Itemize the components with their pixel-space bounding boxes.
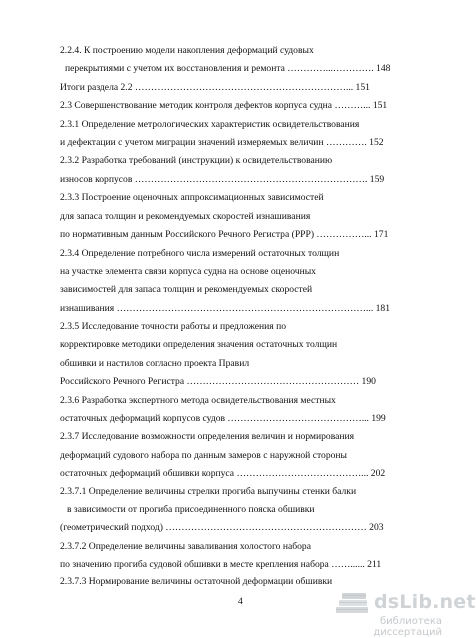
book-stack-icon xyxy=(334,591,372,615)
toc-line: Итоги раздела 2.2 …………………………………………………………... 151 xyxy=(60,82,370,93)
toc-line: 2.3.7.1 Определение величины стрелки прогиба выпучины стенки балки xyxy=(60,486,357,497)
toc-line: 2.3.2 Разработка требований (инструкции) к освидетельствованию xyxy=(60,155,333,166)
toc-line: Российского Речного Регистра ……………………………………………… 190 xyxy=(60,376,376,387)
toc-line: 2.3.7 Исследование возможности определения величин и нормирования xyxy=(60,431,355,442)
toc-line: на участке элемента связи корпуса судна на основе оценочных xyxy=(60,266,316,277)
toc-line: остаточных деформаций обшивки корпуса …………………………………... 202 xyxy=(60,468,386,479)
watermark-logo-text: dsLib.net xyxy=(374,591,476,613)
toc-line: 2.2.4. К построению модели накопления деформаций судовых xyxy=(60,45,314,56)
toc-line: и дефектации с учетом миграции значений измеряемых величин …………. 152 xyxy=(60,137,384,148)
watermark xyxy=(334,591,476,638)
toc-line: изнашивания ……………………………………………………………………... 181 xyxy=(60,303,391,314)
toc-line: (геометрический подход) ……………………………………………………… 203 xyxy=(60,522,384,533)
toc-line: по нормативным данным Российского Речного Регистра (РРР) ……………... 171 xyxy=(60,229,389,240)
watermark-subtitle: библиотека диссертаций xyxy=(373,616,442,638)
page-number: 4 xyxy=(238,597,243,607)
toc-line: 2.3.6 Разработка экспертного метода освидетельствования местных xyxy=(60,395,336,406)
toc-line: зависимостей для запаса толщин и рекомендуемых скоростей xyxy=(60,284,313,295)
toc-line: перекрытиями с учетом их восстановления и ремонта …………...…………. 148 xyxy=(65,63,391,74)
toc-line: деформаций судового набора по данным замеров с наружной стороны xyxy=(60,450,347,461)
toc-line: 2.3.7.3 Нормирование величины остаточной деформации обшивки xyxy=(60,576,333,587)
watermark-logo xyxy=(334,591,476,615)
toc-line: в зависимости от прогиба присоединенного пояска обшивки xyxy=(67,504,315,515)
toc-line: корректировке методики определения значения остаточных толщин xyxy=(60,339,338,350)
toc-line: 2.3.4 Определение потребного числа измерений остаточных толщин xyxy=(60,248,340,259)
toc-line: для запаса толщин и рекомендуемых скоростей изнашивания xyxy=(60,211,311,222)
toc-line: 2.3.3 Построение оценочных аппроксимационных зависимостей xyxy=(60,192,324,203)
toc-line: 2.3.7.2 Определение величины заваливания холостого набора xyxy=(60,541,311,552)
toc-line: износов корпусов ………………………………………………………………. 159 xyxy=(60,174,385,185)
toc-line: 2.3.5 Исследование точности работы и предложения по xyxy=(60,321,287,332)
toc-line: 2.3.1 Определение метрологических характеристик освидетельствования xyxy=(60,119,360,130)
toc-line: 2.3 Совершенствование методик контроля дефектов корпуса судна ………... 151 xyxy=(60,100,388,111)
toc-line: обшивки и настилов согласно проекта Правил xyxy=(60,358,250,369)
toc-line: остаточных деформаций корпусов судов ……………………………………... 199 xyxy=(60,413,386,424)
toc-line: по значению прогиба судовой обшивки в месте крепления набора ……...... 211 xyxy=(60,559,382,570)
